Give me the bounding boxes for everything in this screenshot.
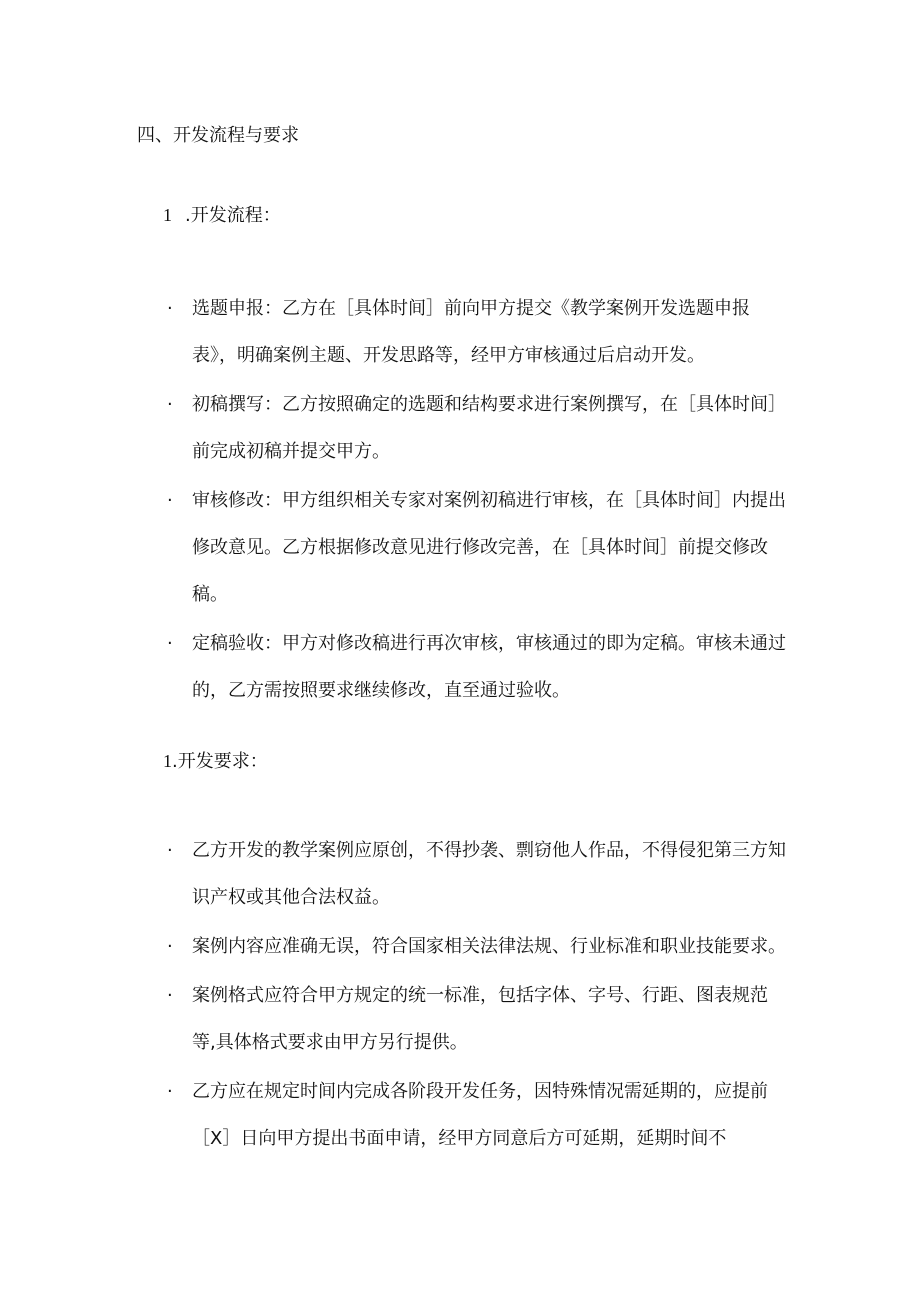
bullet-icon: · bbox=[167, 985, 173, 1006]
requirements-number: 1 bbox=[163, 751, 172, 771]
list-item bbox=[165, 381, 790, 475]
bullet-icon: · bbox=[167, 394, 173, 415]
list-item bbox=[165, 827, 790, 921]
list-item bbox=[165, 477, 790, 618]
list-item-text: 初稿撰写：乙方按照确定的选题和结构要求进行案例撰写，在［具体时间］前完成初稿并提交甲方。 bbox=[192, 394, 786, 462]
list-item-text: 乙方应在规定时间内完成各阶段开发任务，因特殊情况需延期的，应提前［X］日向甲方提出书面申请，经甲方同意后方可延期，延期时间不 bbox=[192, 1081, 768, 1149]
requirements-list bbox=[165, 827, 790, 1164]
process-subheading bbox=[163, 203, 281, 228]
list-item-text: 定稿验收：甲方对修改稿进行再次审核，审核通过的即为定稿。审核未通过的，乙方需按照要求继续修改，直至通过验收。 bbox=[192, 633, 786, 701]
requirements-label: .开发要求： bbox=[172, 751, 268, 772]
bullet-icon: · bbox=[167, 1081, 173, 1102]
list-item-text: 审核修改：甲方组织相关专家对案例初稿进行审核，在［具体时间］内提出修改意见。乙方根据修改意见进行修改完善，在［具体时间］前提交修改稿。 bbox=[192, 490, 786, 605]
list-item bbox=[165, 972, 790, 1066]
list-item bbox=[165, 923, 790, 970]
bullet-icon: · bbox=[167, 298, 173, 319]
list-item bbox=[165, 1068, 790, 1162]
list-item bbox=[165, 620, 790, 714]
process-number: 1 bbox=[163, 205, 172, 225]
list-item-text: 案例内容应准确无误，符合国家相关法律法规、行业标准和职业技能要求。 bbox=[192, 936, 786, 957]
list-item-text: 案例格式应符合甲方规定的统一标准，包括字体、字号、行距、图表规范等,具体格式要求由甲方另行提供。 bbox=[192, 985, 768, 1053]
bullet-icon: · bbox=[167, 840, 173, 861]
list-item-text: 乙方开发的教学案例应原创，不得抄袭、剽窃他人作品，不得侵犯第三方知识产权或其他合法权益。 bbox=[192, 840, 786, 908]
bullet-icon: · bbox=[167, 936, 173, 957]
list-item bbox=[165, 285, 790, 379]
process-list bbox=[165, 285, 790, 716]
process-label: .开发流程： bbox=[185, 205, 281, 226]
requirements-subheading bbox=[163, 749, 268, 774]
bullet-icon: · bbox=[167, 633, 173, 654]
bullet-icon: · bbox=[167, 490, 173, 511]
list-item-text: 选题申报：乙方在［具体时间］前向甲方提交《教学案例开发选题申报表》，明确案例主题、开发思路等，经甲方审核通过后启动开发。 bbox=[192, 298, 750, 366]
section-title: 四、开发流程与要求 bbox=[137, 125, 299, 146]
